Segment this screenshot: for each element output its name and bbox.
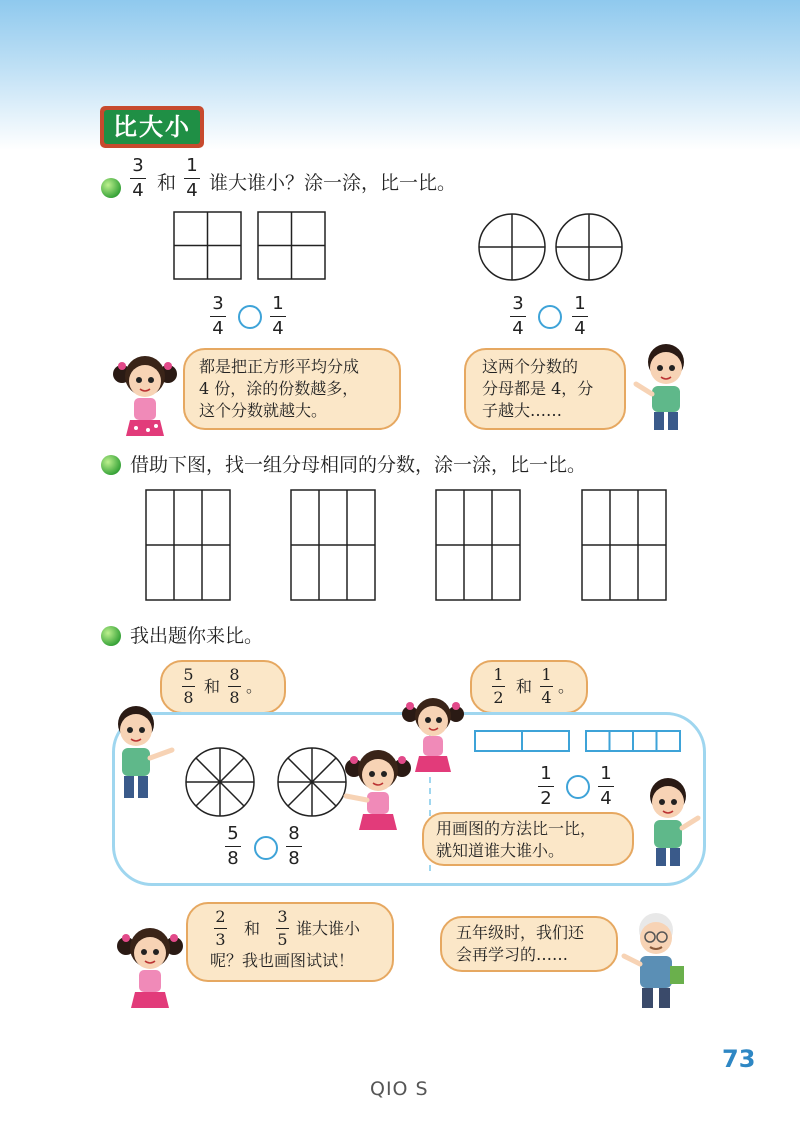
- rectangle-grids-sixths: [146, 490, 696, 605]
- fraction-one-quarter: [184, 156, 200, 201]
- bubble-line: 分母都是 4，分: [482, 379, 594, 398]
- section-title-badge: [100, 106, 204, 148]
- compare-left-fraction-a: 3 4: [210, 294, 226, 339]
- bubble-line: 用画图的方法比一比，: [436, 819, 597, 838]
- compare-left-fraction-b: 1 4: [270, 294, 286, 339]
- bubble-line: 会再学习的……: [456, 945, 569, 964]
- compare-blank-circle[interactable]: [538, 305, 562, 329]
- circle-grids-quarters: [478, 212, 626, 284]
- bullet-icon: [101, 626, 121, 646]
- bubble-line: 这两个分数的: [482, 357, 579, 376]
- fraction-pair-bubble: 5 8 和 8 8 。: [160, 660, 286, 714]
- girl-character-icon: [106, 346, 190, 442]
- teacher-character-icon: [614, 908, 698, 1014]
- bubble-line: 都是把正方形平均分成: [199, 357, 360, 376]
- numerator: 1: [186, 155, 198, 176]
- footer-mark: QIO S: [370, 1078, 429, 1100]
- girl-speech-bubble: 2 3 和 3 5 谁大谁小 呢？我也画图试试！: [186, 902, 394, 982]
- girl-character-icon: [398, 690, 470, 778]
- numerator: 3: [132, 155, 144, 176]
- compare-right-fraction-a: 3 4: [510, 294, 526, 339]
- conjunction: 和: [157, 172, 177, 194]
- page-number: 73: [722, 1045, 756, 1073]
- compare-fraction-b: 1 4: [598, 764, 614, 809]
- bubble-line: 子越大……: [482, 401, 563, 420]
- fraction-three-quarters: [130, 156, 146, 201]
- compare-fraction-a: 1 2: [538, 764, 554, 809]
- girl-speech-bubble: [183, 348, 401, 430]
- bubble-line: 五年级时，我们还: [456, 923, 585, 942]
- bubble-line: 这个分数就越大。: [199, 401, 328, 420]
- question-3-text: 我出题你来比。: [130, 625, 264, 647]
- bubble-line: 4 份，涂的份数越多，: [199, 379, 359, 398]
- compare-blank-circle[interactable]: [566, 775, 590, 799]
- fraction-bars: [474, 730, 684, 754]
- bullet-icon: [101, 455, 121, 475]
- boy-character-icon: [628, 772, 708, 872]
- compare-blank-circle[interactable]: [238, 305, 262, 329]
- compare-blank-circle[interactable]: [254, 836, 278, 860]
- circle-grids-eighths: [184, 746, 348, 818]
- boy-speech-bubble: [422, 812, 634, 866]
- boy-character-icon: [100, 700, 180, 808]
- compare-fraction-b: 8 8: [286, 824, 302, 869]
- square-grids-quarters: [174, 212, 328, 282]
- compare-right-fraction-b: 1 4: [572, 294, 588, 339]
- section-title: 比大小: [104, 110, 200, 144]
- boy-speech-bubble: [464, 348, 626, 430]
- question-2-text: 借助下图，找一组分母相同的分数，涂一涂，比一比。: [130, 454, 587, 476]
- teacher-speech-bubble: [440, 916, 618, 972]
- girl-character-icon: [112, 918, 192, 1014]
- compare-fraction-a: 5 8: [225, 824, 241, 869]
- question-1-text: 谁大谁小？涂一涂，比一比。: [209, 172, 457, 194]
- bubble-line: 就知道谁大谁小。: [436, 841, 565, 860]
- bullet-icon: [101, 178, 121, 198]
- denominator: 4: [186, 180, 198, 201]
- boy-character-icon: [626, 338, 708, 436]
- denominator: 4: [132, 180, 144, 201]
- fraction-pair-bubble: 1 2 和 1 4 。: [470, 660, 588, 714]
